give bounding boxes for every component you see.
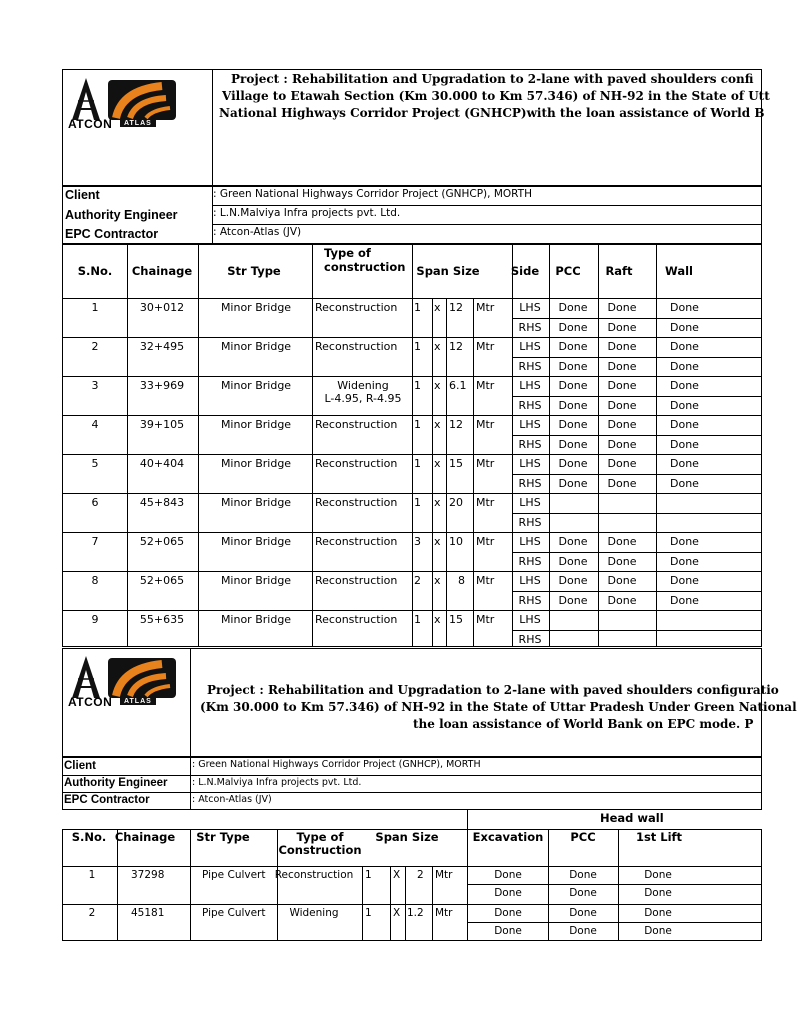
side-divider	[512, 435, 762, 436]
side-divider	[512, 318, 762, 319]
side-cell: LHS	[519, 574, 541, 587]
span-count-cell: 1	[414, 496, 421, 509]
construction-cell: Reconstruction	[315, 613, 398, 626]
authority-engineer-value: : L.N.Malviya Infra projects pvt. Ltd.	[192, 777, 362, 788]
col-header-construction-1: Type of	[296, 830, 344, 844]
col-header-construction-2: Construction	[278, 843, 362, 857]
pcc-cell: Done	[569, 924, 597, 937]
pcc-cell: Done	[558, 593, 588, 607]
construction-cell: Reconstruction	[274, 869, 354, 881]
pcc-cell: Done	[558, 476, 588, 490]
span-length-cell: 12	[449, 301, 463, 314]
line-divider	[467, 884, 762, 885]
span-x-cell: x	[434, 574, 441, 587]
column-divider	[446, 298, 447, 647]
row-divider	[62, 454, 762, 455]
sno-cell: 2	[91, 340, 99, 353]
span-count-cell: 1	[414, 379, 421, 392]
side-cell: LHS	[519, 457, 541, 470]
span-unit-cell: Mtr	[476, 613, 495, 626]
wall-cell: Done	[670, 301, 699, 314]
construction-detail-cell: L-4.95, R-4.95	[324, 392, 402, 405]
wall-cell: Done	[670, 320, 699, 334]
span-unit-cell: Mtr	[476, 379, 495, 392]
str-type-cell: Minor Bridge	[220, 418, 292, 431]
pcc-cell: Done	[569, 906, 597, 919]
row-divider	[62, 337, 762, 338]
col-header-side: Side	[510, 264, 540, 278]
info-divider	[62, 775, 762, 776]
project-title-line-2: Village to Etawah Section (Km 30.000 to Km 57.346) of NH-92 in the State of Utt	[222, 89, 770, 103]
str-type-cell: Minor Bridge	[220, 340, 292, 353]
epc-contractor-label: EPC Contractor	[65, 227, 159, 241]
construction-cell: Reconstruction	[315, 496, 398, 509]
span-length-cell: 6.1	[449, 379, 467, 392]
pcc-cell: Done	[558, 418, 588, 431]
excavation-cell: Done	[494, 924, 522, 937]
head-wall-group-left-edge	[467, 810, 468, 829]
col-header-construction-2: construction	[324, 260, 406, 274]
span-length-cell: 15	[449, 457, 463, 470]
span-x-cell: x	[434, 418, 441, 431]
info-divider	[62, 792, 762, 793]
side-cell: LHS	[519, 379, 541, 392]
side-cell: LHS	[519, 613, 541, 626]
side-cell: RHS	[518, 320, 542, 334]
span-length-cell: 12	[449, 340, 463, 353]
pcc-cell: Done	[558, 379, 588, 392]
first-lift-cell: Done	[644, 869, 672, 881]
raft-cell: Done	[607, 476, 637, 490]
pcc-cell: Done	[558, 574, 588, 587]
pcc-cell: Done	[569, 887, 597, 899]
pcc-cell: Done	[558, 437, 588, 451]
excavation-cell: Done	[494, 887, 522, 899]
column-divider	[117, 829, 118, 941]
column-divider	[656, 244, 657, 647]
chainage-cell: 52+065	[139, 574, 185, 587]
info-divider	[212, 224, 762, 225]
span-x-cell: x	[434, 496, 441, 509]
span-length-cell: 2	[417, 869, 424, 881]
pcc-cell: Done	[558, 340, 588, 353]
span-count-cell: 1	[414, 301, 421, 314]
construction-cell: Widening	[337, 379, 389, 392]
first-lift-cell: Done	[644, 906, 672, 919]
side-cell: LHS	[519, 535, 541, 548]
raft-cell: Done	[607, 418, 637, 431]
span-unit-cell: Mtr	[476, 496, 495, 509]
side-divider	[512, 396, 762, 397]
col-header-pcc: PCC	[570, 830, 596, 844]
str-type-cell: Pipe Culvert	[202, 869, 266, 881]
column-divider	[127, 244, 128, 647]
side-cell: LHS	[519, 301, 541, 314]
span-unit-cell: Mtr	[435, 906, 453, 919]
column-divider	[198, 244, 199, 647]
str-type-cell: Minor Bridge	[220, 496, 292, 509]
construction-cell: Reconstruction	[315, 301, 398, 314]
wall-cell: Done	[670, 535, 699, 548]
wall-cell: Done	[670, 574, 699, 587]
col-header-excavation: Excavation	[472, 830, 544, 844]
wall-cell: Done	[670, 340, 699, 353]
col-header-pcc: PCC	[555, 264, 581, 278]
chainage-cell: 30+012	[139, 301, 185, 314]
raft-cell: Done	[607, 398, 637, 412]
span-length-cell: 12	[449, 418, 463, 431]
sno-cell: 1	[88, 869, 96, 881]
line-divider	[467, 922, 762, 923]
excavation-cell: Done	[494, 869, 522, 881]
str-type-cell: Minor Bridge	[220, 457, 292, 470]
span-count-cell: 1	[365, 906, 372, 919]
row-divider	[62, 493, 762, 494]
span-x-cell: X	[393, 869, 401, 881]
span-length-cell: 10	[449, 535, 463, 548]
span-count-cell: 1	[414, 418, 421, 431]
span-unit-cell: Mtr	[476, 418, 495, 431]
chainage-cell: 32+495	[139, 340, 185, 353]
col-header-chainage: Chainage	[131, 264, 193, 278]
str-type-cell: Minor Bridge	[220, 301, 292, 314]
wall-cell: Done	[670, 437, 699, 451]
pcc-cell: Done	[558, 457, 588, 470]
column-divider	[598, 244, 599, 647]
first-lift-cell: Done	[644, 924, 672, 937]
str-type-cell: Pipe Culvert	[202, 906, 266, 919]
span-x-cell: x	[434, 301, 441, 314]
col-header-first-lift: 1st Lift	[635, 830, 683, 844]
wall-cell: Done	[670, 359, 699, 373]
construction-cell: Reconstruction	[315, 340, 398, 353]
row-divider	[62, 532, 762, 533]
project-title-line-2: (Km 30.000 to Km 57.346) of NH-92 in the State of Uttar Pradesh Under Green National	[200, 700, 797, 714]
raft-cell: Done	[607, 437, 637, 451]
logo-main-text: ATCON	[68, 117, 113, 131]
raft-cell: Done	[607, 554, 637, 568]
pcc-cell: Done	[558, 301, 588, 314]
col-header-wall: Wall	[665, 264, 693, 278]
side-cell: RHS	[518, 593, 542, 607]
side-cell: RHS	[518, 476, 542, 490]
sno-cell: 2	[88, 906, 96, 919]
chainage-cell: 33+969	[139, 379, 185, 392]
sno-cell: 6	[91, 496, 99, 509]
column-divider	[618, 829, 619, 941]
chainage-cell: 52+065	[139, 535, 185, 548]
side-cell: RHS	[518, 632, 542, 646]
span-x-cell: x	[434, 379, 441, 392]
chainage-cell: 55+635	[139, 613, 185, 626]
side-divider	[512, 591, 762, 592]
raft-cell: Done	[607, 301, 637, 314]
sno-cell: 1	[91, 301, 99, 314]
column-divider	[412, 244, 413, 647]
section2-logo-divider	[190, 648, 191, 757]
span-unit-cell: Mtr	[476, 340, 495, 353]
column-divider	[312, 244, 313, 647]
column-divider	[277, 829, 278, 941]
span-count-cell: 2	[414, 574, 421, 587]
span-length-cell: 15	[449, 613, 463, 626]
span-length-cell: 8	[458, 574, 465, 587]
column-divider	[473, 298, 474, 647]
col-header-str-type: Str Type	[227, 264, 281, 278]
span-x-cell: x	[434, 535, 441, 548]
authority-engineer-value: : L.N.Malviya Infra projects pvt. Ltd.	[213, 207, 401, 219]
construction-cell: Widening	[289, 906, 339, 919]
raft-cell: Done	[607, 574, 637, 587]
excavation-cell: Done	[494, 906, 522, 919]
side-divider	[512, 630, 762, 631]
side-cell: RHS	[518, 554, 542, 568]
column-divider	[190, 829, 191, 941]
span-count-cell: 1	[365, 869, 372, 881]
authority-engineer-label: Authority Engineer	[64, 777, 168, 789]
project-title-line-1: Project : Rehabilitation and Upgradation to 2-lane with paved shoulders configuratio	[207, 683, 779, 697]
pcc-cell: Done	[558, 320, 588, 334]
project-title-line-3: National Highways Corridor Project (GNHCP)with the loan assistance of World B	[219, 106, 765, 120]
row-divider	[62, 571, 762, 572]
sno-cell: 9	[91, 613, 99, 626]
sno-cell: 3	[91, 379, 99, 392]
raft-cell: Done	[607, 379, 637, 392]
raft-cell: Done	[607, 320, 637, 334]
logo-sub-text: ATLAS	[120, 698, 156, 705]
col-header-str-type: Str Type	[196, 830, 250, 844]
side-divider	[512, 357, 762, 358]
span-x-cell: X	[393, 906, 401, 919]
pcc-cell: Done	[558, 535, 588, 548]
client-label: Client	[65, 188, 100, 202]
side-cell: RHS	[518, 359, 542, 373]
col-header-chainage: Chainage	[114, 830, 176, 844]
project-title-line-3: the loan assistance of World Bank on EPC mode. P	[413, 717, 754, 731]
side-divider	[512, 474, 762, 475]
client-value: : Green National Highways Corridor Project (GNHCP), MORTH	[192, 759, 481, 770]
side-cell: RHS	[518, 515, 542, 529]
sno-cell: 8	[91, 574, 99, 587]
chainage-cell: 45+843	[139, 496, 185, 509]
logo-sub-text: ATLAS	[120, 120, 156, 127]
first-lift-cell: Done	[644, 887, 672, 899]
side-cell: RHS	[518, 398, 542, 412]
side-cell: LHS	[519, 340, 541, 353]
chainage-cell: 40+404	[139, 457, 185, 470]
str-type-cell: Minor Bridge	[220, 379, 292, 392]
construction-cell: Reconstruction	[315, 418, 398, 431]
span-x-cell: x	[434, 340, 441, 353]
wall-cell: Done	[670, 457, 699, 470]
project-title-line-1: Project : Rehabilitation and Upgradation to 2-lane with paved shoulders confi	[231, 72, 754, 86]
col-header-span: Span Size	[375, 830, 439, 844]
construction-cell: Reconstruction	[315, 574, 398, 587]
column-divider	[549, 244, 550, 647]
span-count-cell: 1	[414, 613, 421, 626]
section1-logo-divider	[212, 69, 213, 186]
epc-contractor-value: : Atcon-Atlas (JV)	[192, 794, 272, 805]
logo-main-text: ATCON	[68, 695, 113, 709]
wall-cell: Done	[670, 593, 699, 607]
column-divider	[432, 298, 433, 647]
pcc-cell: Done	[558, 554, 588, 568]
pcc-cell: Done	[569, 869, 597, 881]
span-count-cell: 3	[414, 535, 421, 548]
side-cell: RHS	[518, 437, 542, 451]
sno-cell: 4	[91, 418, 99, 431]
row-divider	[62, 904, 762, 905]
str-type-cell: Minor Bridge	[220, 613, 292, 626]
column-divider	[467, 829, 468, 941]
column-divider	[548, 829, 549, 941]
side-divider	[512, 552, 762, 553]
col-header-construction-1: Type of	[324, 246, 371, 260]
side-divider	[512, 513, 762, 514]
col-header-sno: S.No.	[71, 830, 107, 844]
span-length-cell: 1.2	[407, 906, 424, 919]
epc-contractor-label: EPC Contractor	[64, 794, 150, 806]
column-divider	[512, 244, 513, 647]
raft-cell: Done	[607, 593, 637, 607]
wall-cell: Done	[670, 379, 699, 392]
raft-cell: Done	[607, 359, 637, 373]
pcc-cell: Done	[558, 359, 588, 373]
raft-cell: Done	[607, 457, 637, 470]
row-divider	[62, 376, 762, 377]
table-header-divider	[62, 866, 762, 867]
span-unit-cell: Mtr	[476, 535, 495, 548]
span-unit-cell: Mtr	[476, 301, 495, 314]
wall-cell: Done	[670, 398, 699, 412]
span-unit-cell: Mtr	[476, 574, 495, 587]
client-value: : Green National Highways Corridor Project (GNHCP), MORTH	[213, 188, 532, 200]
span-unit-cell: Mtr	[435, 869, 453, 881]
raft-cell: Done	[607, 535, 637, 548]
epc-contractor-value: : Atcon-Atlas (JV)	[213, 226, 302, 238]
info-label-divider	[190, 757, 191, 810]
raft-cell: Done	[607, 340, 637, 353]
span-x-cell: x	[434, 457, 441, 470]
info-divider	[212, 205, 762, 206]
col-header-sno: S.No.	[77, 264, 113, 278]
side-cell: LHS	[519, 496, 541, 509]
wall-cell: Done	[670, 476, 699, 490]
col-header-span: Span Size	[416, 264, 480, 278]
row-divider	[62, 415, 762, 416]
wall-cell: Done	[670, 418, 699, 431]
wall-cell: Done	[670, 554, 699, 568]
construction-cell: Reconstruction	[315, 535, 398, 548]
chainage-cell: 37298	[131, 869, 165, 881]
side-cell: LHS	[519, 418, 541, 431]
head-wall-group-header: Head wall	[600, 811, 664, 825]
construction-cell: Reconstruction	[315, 457, 398, 470]
row-divider	[62, 610, 762, 611]
str-type-cell: Minor Bridge	[220, 574, 292, 587]
span-count-cell: 1	[414, 340, 421, 353]
client-label: Client	[64, 760, 96, 772]
str-type-cell: Minor Bridge	[220, 535, 292, 548]
col-header-raft: Raft	[605, 264, 633, 278]
chainage-cell: 45181	[131, 906, 165, 919]
chainage-cell: 39+105	[139, 418, 185, 431]
span-x-cell: x	[434, 613, 441, 626]
span-count-cell: 1	[414, 457, 421, 470]
span-length-cell: 20	[449, 496, 463, 509]
span-unit-cell: Mtr	[476, 457, 495, 470]
authority-engineer-label: Authority Engineer	[65, 208, 178, 222]
sno-cell: 5	[91, 457, 99, 470]
pcc-cell: Done	[558, 398, 588, 412]
sno-cell: 7	[91, 535, 99, 548]
